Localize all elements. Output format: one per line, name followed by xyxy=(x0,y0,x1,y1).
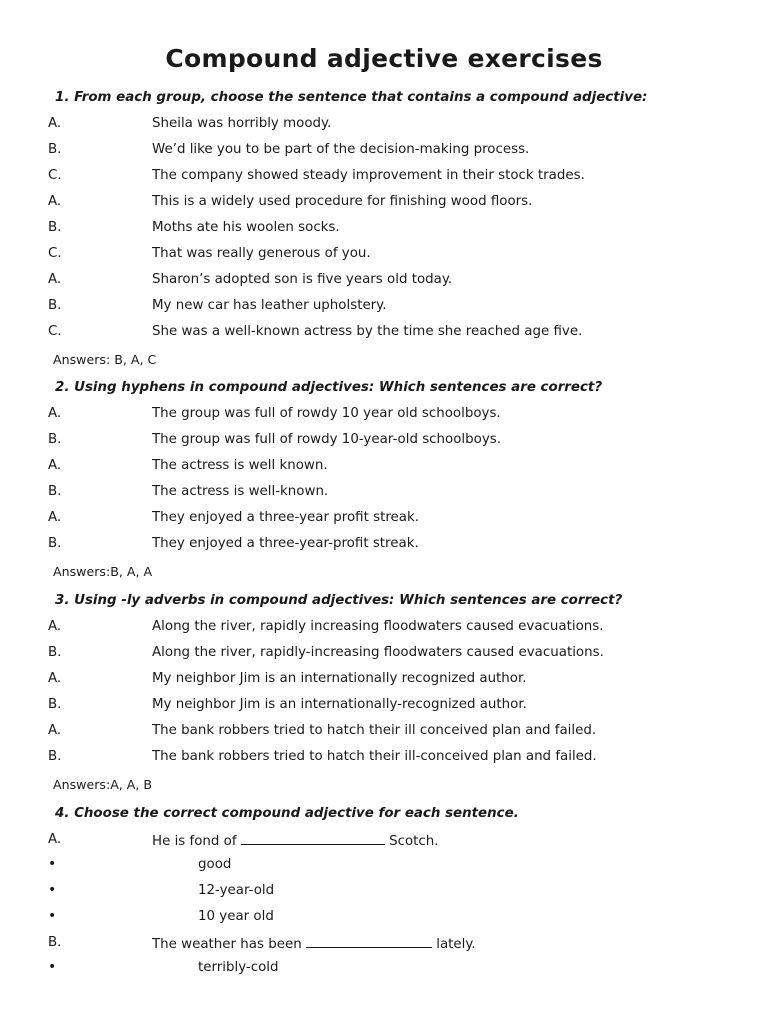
item-letter: B. xyxy=(48,536,62,551)
item-text: Sheila was horribly moody. xyxy=(152,116,332,131)
item-letter: A. xyxy=(48,723,62,738)
answers-3: Answers:A, A, B xyxy=(53,777,153,792)
answers-1: Answers: B, A, C xyxy=(53,352,157,367)
sentence-start: The weather has been xyxy=(152,937,302,952)
fill-in-sentence xyxy=(152,935,476,952)
item-letter: B. xyxy=(48,142,62,157)
item-letter: C. xyxy=(48,324,62,339)
item-letter: A. xyxy=(48,510,62,525)
item-letter: B. xyxy=(48,298,62,313)
item-letter: B. xyxy=(48,484,62,499)
item-letter: A. xyxy=(48,406,62,421)
sentence-end: Scotch. xyxy=(389,834,439,849)
question-3: 3. Using -ly adverbs in compound adjectives: Which sentences are correct? xyxy=(55,593,623,608)
item-text: Sharon’s adopted son is five years old today. xyxy=(152,272,453,287)
item-text: The company showed steady improvement in their stock trades. xyxy=(152,168,585,183)
item-text: We’d like you to be part of the decision-making process. xyxy=(152,142,530,157)
item-text: This is a widely used procedure for finishing wood floors. xyxy=(152,194,533,209)
item-text: The group was full of rowdy 10-year-old schoolboys. xyxy=(152,432,501,447)
item-letter: B. xyxy=(48,935,62,950)
option-text: 10 year old xyxy=(198,909,274,924)
item-text: Moths ate his woolen socks. xyxy=(152,220,340,235)
fill-in-sentence xyxy=(152,832,439,849)
item-letter: A. xyxy=(48,272,62,287)
item-letter: A. xyxy=(48,832,62,847)
bullet-icon: • xyxy=(48,959,57,975)
item-text: My neighbor Jim is an internationally-recognized author. xyxy=(152,697,527,712)
item-letter: B. xyxy=(48,697,62,712)
item-text: They enjoyed a three-year profit streak. xyxy=(152,510,419,525)
item-text: That was really generous of you. xyxy=(152,246,371,261)
option-text: good xyxy=(198,857,232,872)
item-text: Along the river, rapidly-increasing floodwaters caused evacuations. xyxy=(152,645,604,660)
item-letter: C. xyxy=(48,246,62,261)
item-letter: A. xyxy=(48,619,62,634)
option-text: 12-year-old xyxy=(198,883,275,898)
item-letter: C. xyxy=(48,168,62,183)
question-2: 2. Using hyphens in compound adjectives: Which sentences are correct? xyxy=(55,380,603,395)
item-letter: B. xyxy=(48,432,62,447)
item-text: My new car has leather upholstery. xyxy=(152,298,387,313)
item-text: They enjoyed a three-year-profit streak. xyxy=(152,536,419,551)
item-letter: B. xyxy=(48,645,62,660)
bullet-icon: • xyxy=(48,882,57,898)
bullet-icon: • xyxy=(48,856,57,872)
item-text: The bank robbers tried to hatch their ill-conceived plan and failed. xyxy=(152,749,597,764)
question-4: 4. Choose the correct compound adjective for each sentence. xyxy=(55,806,519,821)
item-letter: B. xyxy=(48,220,62,235)
option-text: terribly-cold xyxy=(198,960,279,975)
item-text: Along the river, rapidly increasing floodwaters caused evacuations. xyxy=(152,619,604,634)
sentence-end: lately. xyxy=(436,937,476,952)
sentence-start: He is fond of xyxy=(152,834,237,849)
item-text: The group was full of rowdy 10 year old schoolboys. xyxy=(152,406,501,421)
item-text: The bank robbers tried to hatch their ill conceived plan and failed. xyxy=(152,723,597,738)
item-letter: A. xyxy=(48,671,62,686)
item-text: The actress is well known. xyxy=(152,458,328,473)
question-1: 1. From each group, choose the sentence that contains a compound adjective: xyxy=(55,90,648,105)
answer-blank xyxy=(306,935,432,948)
item-letter: B. xyxy=(48,749,62,764)
item-letter: A. xyxy=(48,116,62,131)
item-text: She was a well-known actress by the time she reached age five. xyxy=(152,324,583,339)
item-letter: A. xyxy=(48,194,62,209)
item-text: The actress is well-known. xyxy=(152,484,329,499)
answers-2: Answers:B, A, A xyxy=(53,564,153,579)
bullet-icon: • xyxy=(48,908,57,924)
item-text: My neighbor Jim is an internationally recognized author. xyxy=(152,671,527,686)
answer-blank xyxy=(241,832,385,845)
item-letter: A. xyxy=(48,458,62,473)
page-title: Compound adjective exercises xyxy=(165,44,603,73)
